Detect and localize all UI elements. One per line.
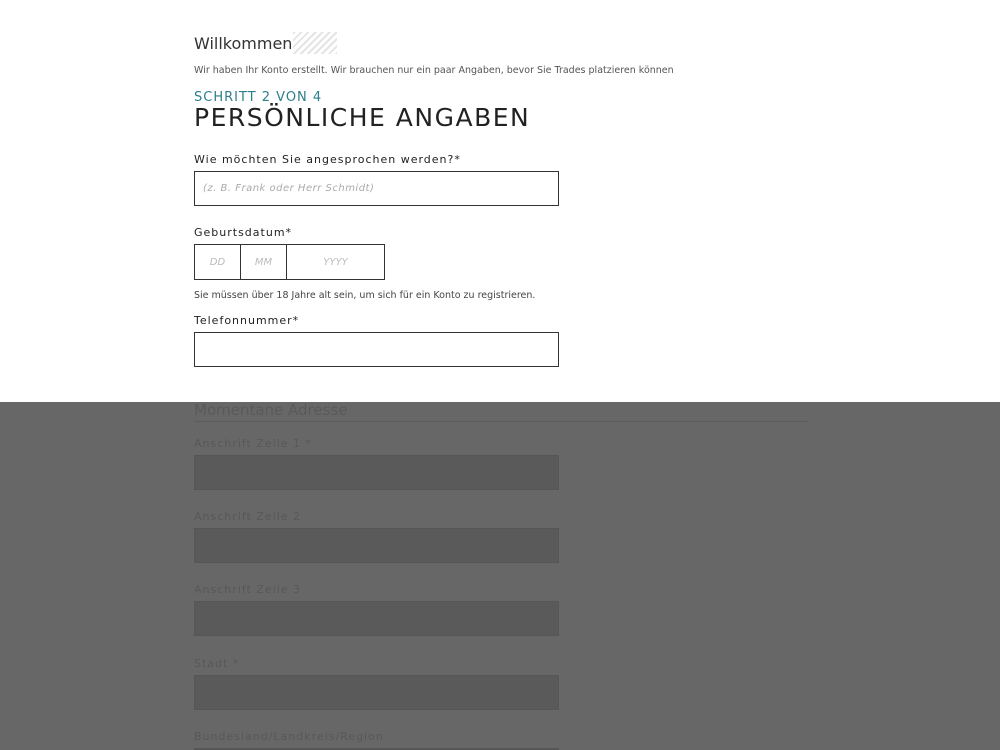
intro-text: Wir haben Ihr Konto erstellt. Wir brauchen nur ein paar Angaben, bevor Sie Trades platzieren können xyxy=(194,65,674,76)
phone-input[interactable] xyxy=(194,332,559,367)
salutation-input[interactable] xyxy=(194,171,559,206)
welcome-row xyxy=(194,30,337,56)
dob-day-input[interactable] xyxy=(194,244,241,280)
welcome-title: Willkommen xyxy=(194,33,293,53)
page-title: PERSÖNLICHE ANGABEN xyxy=(194,103,531,132)
step-indicator: SCHRITT 2 VON 4 xyxy=(194,90,323,105)
phone-label: Telefonnummer* xyxy=(194,314,300,327)
decorative-stripes xyxy=(293,32,337,54)
age-note: Sie müssen über 18 Jahre alt sein, um sich für ein Konto zu registrieren. xyxy=(194,290,536,301)
dob-label: Geburtsdatum* xyxy=(194,226,293,239)
dob-year-input[interactable] xyxy=(286,244,385,280)
salutation-label: Wie möchten Sie angesprochen werden?* xyxy=(194,153,461,166)
dob-month-input[interactable] xyxy=(240,244,287,280)
dob-fields xyxy=(194,244,385,280)
modal-backdrop-overlay[interactable] xyxy=(0,402,1000,750)
